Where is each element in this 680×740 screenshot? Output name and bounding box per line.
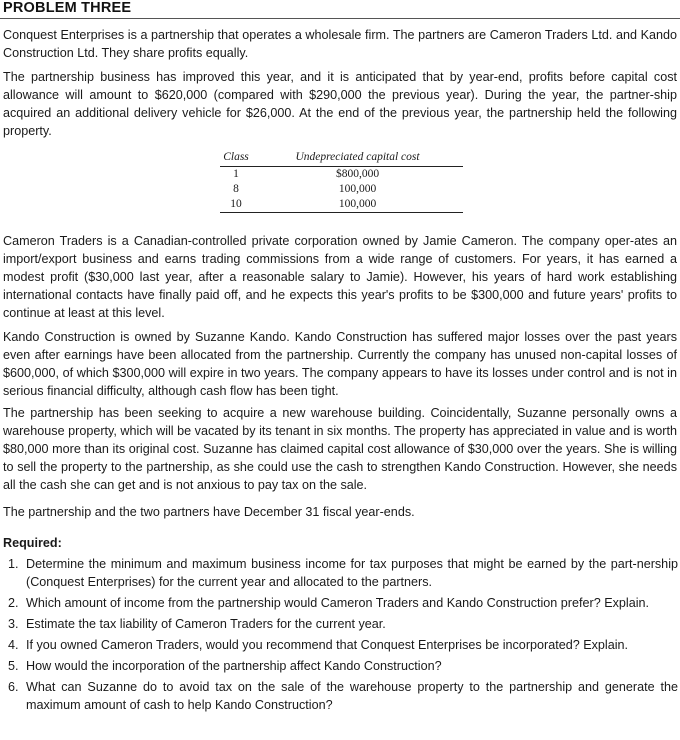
paragraph-partnership-income: The partnership business has improved this year, and it is anticipated that by year-end, profits before capital cost allowance will amount to $620,000 (compared with $290,000 the previous year). During the year, the partner-ship acquired an additional delivery vehicle for $26,000. At the end of the previous year, the partnership held the following property. xyxy=(3,70,677,138)
item-text: How would the incorporation of the partnership affect Kando Construction? xyxy=(26,659,442,673)
required-list xyxy=(0,555,680,717)
list-item xyxy=(0,636,680,654)
problem-title: PROBLEM THREE xyxy=(3,0,132,16)
item-number: 4. xyxy=(8,638,19,652)
paragraph-kando-construction: Kando Construction is owned by Suzanne Kando. Kando Construction has suffered major losses over the past years even after earnings have been allocated from the partnership. Currently the company has unused non-capital losses of $600,000, of which $300,000 will expire in two years. The company appears to have its losses under control and is not in serious financial difficulty, although cash flow has been tight. xyxy=(3,330,677,398)
item-text: Which amount of income from the partnership would Cameron Traders and Kando Construction prefer? Explain. xyxy=(26,596,650,610)
list-item xyxy=(0,615,680,633)
item-number: 1. xyxy=(8,557,19,571)
list-item xyxy=(0,594,680,612)
required-heading: Required: xyxy=(3,536,62,550)
title-rule xyxy=(0,18,680,19)
item-number: 5. xyxy=(8,659,19,673)
property-table xyxy=(220,150,463,213)
item-number: 3. xyxy=(8,617,19,631)
table-row xyxy=(220,197,463,213)
row-ucc: $800,000 xyxy=(335,168,380,180)
item-text: If you owned Cameron Traders, would you recommend that Conquest Enterprises be incorporated? Explain. xyxy=(26,638,629,652)
row-ucc: 100,000 xyxy=(338,198,377,210)
header-ucc: Undepreciated capital cost xyxy=(295,151,420,163)
item-text: Determine the minimum and maximum business income for tax purposes that might be earned by the part-nership (Conquest Enterprises) for the current year and allocated to the partners. xyxy=(26,557,678,589)
paragraph-cameron-traders: Cameron Traders is a Canadian-controlled private corporation owned by Jamie Cameron. The company oper-ates an import/export business and earns trading commissions from a wide range of customers. For years, it has earned a modest profit ($30,000 last year, after a reasonable salary to Jamie). However, his years of hard work establishing international contacts have finally paid off, and he expects this year's profits to be $300,000 and future years' profits to continue at least at this level. xyxy=(3,234,677,320)
list-item xyxy=(0,657,680,675)
table-row xyxy=(220,167,463,182)
item-number: 2. xyxy=(8,596,19,610)
table-row xyxy=(220,182,463,197)
item-text: What can Suzanne do to avoid tax on the sale of the warehouse property to the partnership and generate the maximum amount of cash to help Kando Construction? xyxy=(26,680,678,712)
row-class: 1 xyxy=(233,168,239,180)
item-text: Estimate the tax liability of Cameron Traders for the current year. xyxy=(26,617,386,631)
row-class: 10 xyxy=(230,198,242,210)
list-item xyxy=(0,678,680,714)
paragraph-warehouse: The partnership has been seeking to acquire a new warehouse building. Coincidentally, Suzanne personally owns a warehouse property, which will be vacated by its tenant in six months. The property has appreciated in value and is worth $80,000 more than its original cost. Suzanne has claimed capital cost allowance of $30,000 over the years. She is willing to sell the property to the partnership, as she could use the cash to strengthen Kando Construction. However, she needs all the cash she can get and is not anxious to pay tax on the sale. xyxy=(3,406,677,492)
row-class: 8 xyxy=(233,183,239,195)
row-ucc: 100,000 xyxy=(338,183,377,195)
paragraph-intro: Conquest Enterprises is a partnership that operates a wholesale firm. The partners are Cameron Traders Ltd. and Kando Construction Ltd. They share profits equally. xyxy=(3,28,677,60)
property-table-header xyxy=(220,150,463,167)
list-item xyxy=(0,555,680,591)
paragraph-fiscal-year: The partnership and the two partners have December 31 fiscal year-ends. xyxy=(3,505,415,519)
item-number: 6. xyxy=(8,680,19,694)
header-class: Class xyxy=(223,151,249,163)
